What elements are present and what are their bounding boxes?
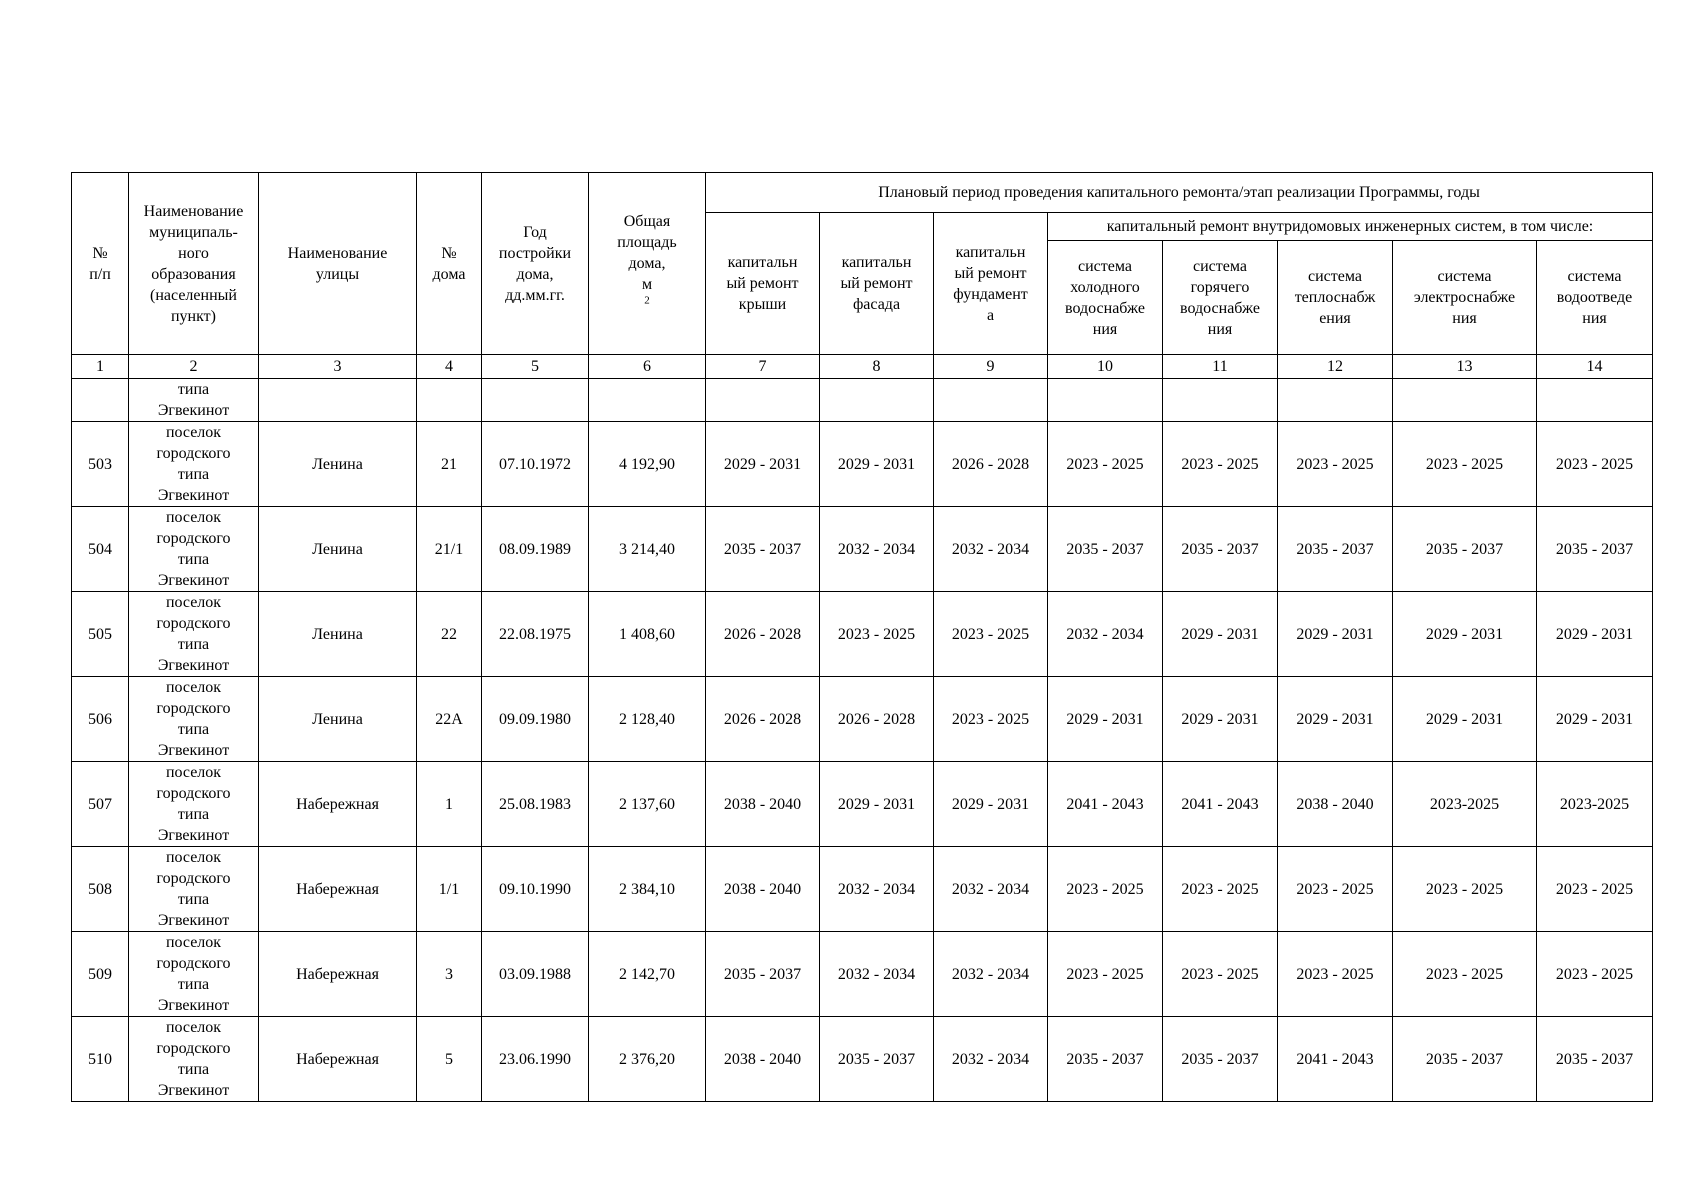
continuation-row bbox=[72, 379, 1653, 422]
sewage-cell: 2023 - 2025 bbox=[1537, 847, 1653, 932]
table-cell bbox=[259, 379, 417, 422]
table-row bbox=[72, 932, 1653, 1017]
build-date-cell: 25.08.1983 bbox=[482, 762, 589, 847]
row-number-cell: 506 bbox=[72, 677, 129, 762]
build-date-cell: 22.08.1975 bbox=[482, 592, 589, 677]
sewage-cell: 2035 - 2037 bbox=[1537, 1017, 1653, 1102]
foundation-repair-cell: 2029 - 2031 bbox=[934, 762, 1048, 847]
col-header-roof: капитальн ый ремонт крыши bbox=[706, 213, 820, 355]
area-unit-superscript: 2 bbox=[644, 294, 650, 307]
column-number-cell: 14 bbox=[1537, 355, 1653, 379]
sewage-cell: 2029 - 2031 bbox=[1537, 677, 1653, 762]
sewage-cell: 2023 - 2025 bbox=[1537, 422, 1653, 507]
foundation-repair-cell: 2032 - 2034 bbox=[934, 507, 1048, 592]
roof-repair-cell: 2026 - 2028 bbox=[706, 592, 820, 677]
electric-cell: 2035 - 2037 bbox=[1393, 1017, 1537, 1102]
cold-water-cell: 2035 - 2037 bbox=[1048, 1017, 1163, 1102]
cold-water-cell: 2023 - 2025 bbox=[1048, 847, 1163, 932]
street-cell: Ленина bbox=[259, 677, 417, 762]
col-header-facade: капитальн ый ремонт фасада bbox=[820, 213, 934, 355]
street-cell: Ленина bbox=[259, 507, 417, 592]
row-number-cell: 508 bbox=[72, 847, 129, 932]
electric-cell: 2023 - 2025 bbox=[1393, 847, 1537, 932]
area-cell: 2 376,20 bbox=[589, 1017, 706, 1102]
heating-cell: 2023 - 2025 bbox=[1278, 932, 1393, 1017]
build-date-cell: 09.10.1990 bbox=[482, 847, 589, 932]
hot-water-cell: 2035 - 2037 bbox=[1163, 1017, 1278, 1102]
roof-repair-cell: 2029 - 2031 bbox=[706, 422, 820, 507]
table-cell bbox=[589, 379, 706, 422]
table-row bbox=[72, 1017, 1653, 1102]
foundation-repair-cell: 2023 - 2025 bbox=[934, 592, 1048, 677]
location-cell: поселок городского типа Эгвекинот bbox=[129, 932, 259, 1017]
house-number-cell: 21 bbox=[417, 422, 482, 507]
hot-water-cell: 2023 - 2025 bbox=[1163, 422, 1278, 507]
table-cell bbox=[1278, 379, 1393, 422]
location-cell: поселок городского типа Эгвекинот bbox=[129, 422, 259, 507]
repair-schedule-table bbox=[71, 172, 1653, 1102]
electric-cell: 2029 - 2031 bbox=[1393, 677, 1537, 762]
row-number-cell: 507 bbox=[72, 762, 129, 847]
table-row bbox=[72, 422, 1653, 507]
roof-repair-cell: 2026 - 2028 bbox=[706, 677, 820, 762]
column-number-cell: 2 bbox=[129, 355, 259, 379]
house-number-cell: 3 bbox=[417, 932, 482, 1017]
hot-water-cell: 2023 - 2025 bbox=[1163, 847, 1278, 932]
col-header-num: № п/п bbox=[72, 173, 129, 355]
table-row bbox=[72, 847, 1653, 932]
heating-cell: 2029 - 2031 bbox=[1278, 677, 1393, 762]
street-cell: Набережная bbox=[259, 847, 417, 932]
electric-cell: 2029 - 2031 bbox=[1393, 592, 1537, 677]
street-cell: Набережная bbox=[259, 762, 417, 847]
house-number-cell: 1/1 bbox=[417, 847, 482, 932]
location-cell: поселок городского типа Эгвекинот bbox=[129, 762, 259, 847]
sewage-cell: 2029 - 2031 bbox=[1537, 592, 1653, 677]
area-cell: 4 192,90 bbox=[589, 422, 706, 507]
column-number-cell: 6 bbox=[589, 355, 706, 379]
heating-cell: 2035 - 2037 bbox=[1278, 507, 1393, 592]
foundation-repair-cell: 2023 - 2025 bbox=[934, 677, 1048, 762]
table-cell bbox=[1537, 379, 1653, 422]
column-number-cell: 13 bbox=[1393, 355, 1537, 379]
col-header-heating: система теплоснабж ения bbox=[1278, 241, 1393, 355]
col-header-house: № дома bbox=[417, 173, 482, 355]
build-date-cell: 09.09.1980 bbox=[482, 677, 589, 762]
cold-water-cell: 2032 - 2034 bbox=[1048, 592, 1163, 677]
foundation-repair-cell: 2032 - 2034 bbox=[934, 932, 1048, 1017]
build-date-cell: 07.10.1972 bbox=[482, 422, 589, 507]
electric-cell: 2023 - 2025 bbox=[1393, 932, 1537, 1017]
facade-repair-cell: 2026 - 2028 bbox=[820, 677, 934, 762]
table-row bbox=[72, 592, 1653, 677]
col-header-engineering: капитальный ремонт внутридомовых инженерных систем, в том числе: bbox=[1048, 213, 1653, 241]
area-cell: 2 137,60 bbox=[589, 762, 706, 847]
col-header-sewage: система водоотведе ния bbox=[1537, 241, 1653, 355]
col-header-cold-water: система холодного водоснабже ния bbox=[1048, 241, 1163, 355]
area-cell: 3 214,40 bbox=[589, 507, 706, 592]
heating-cell: 2041 - 2043 bbox=[1278, 1017, 1393, 1102]
table-cell bbox=[1048, 379, 1163, 422]
row-number-cell: 510 bbox=[72, 1017, 129, 1102]
location-cell: поселок городского типа Эгвекинот bbox=[129, 1017, 259, 1102]
hot-water-cell: 2035 - 2037 bbox=[1163, 507, 1278, 592]
row-number-cell: 504 bbox=[72, 507, 129, 592]
col-header-municipality: Наименование муниципаль- ного образования (населенный пункт) bbox=[129, 173, 259, 355]
cold-water-cell: 2029 - 2031 bbox=[1048, 677, 1163, 762]
sewage-cell: 2023 - 2025 bbox=[1537, 932, 1653, 1017]
table-cell bbox=[482, 379, 589, 422]
row-number-cell: 503 bbox=[72, 422, 129, 507]
col-header-year: Год постройки дома, дд.мм.гг. bbox=[482, 173, 589, 355]
area-cell: 2 128,40 bbox=[589, 677, 706, 762]
table-row bbox=[72, 507, 1653, 592]
street-cell: Набережная bbox=[259, 1017, 417, 1102]
build-date-cell: 08.09.1989 bbox=[482, 507, 589, 592]
column-number-cell: 11 bbox=[1163, 355, 1278, 379]
roof-repair-cell: 2038 - 2040 bbox=[706, 762, 820, 847]
sewage-cell: 2035 - 2037 bbox=[1537, 507, 1653, 592]
foundation-repair-cell: 2032 - 2034 bbox=[934, 847, 1048, 932]
build-date-cell: 03.09.1988 bbox=[482, 932, 589, 1017]
hot-water-cell: 2023 - 2025 bbox=[1163, 932, 1278, 1017]
street-cell: Ленина bbox=[259, 422, 417, 507]
heating-cell: 2023 - 2025 bbox=[1278, 847, 1393, 932]
house-number-cell: 5 bbox=[417, 1017, 482, 1102]
table-row bbox=[72, 677, 1653, 762]
hot-water-cell: 2041 - 2043 bbox=[1163, 762, 1278, 847]
foundation-repair-cell: 2026 - 2028 bbox=[934, 422, 1048, 507]
column-number-row bbox=[72, 355, 1653, 379]
column-number-cell: 4 bbox=[417, 355, 482, 379]
column-number-cell: 3 bbox=[259, 355, 417, 379]
table-cell bbox=[1163, 379, 1278, 422]
heating-cell: 2023 - 2025 bbox=[1278, 422, 1393, 507]
electric-cell: 2023 - 2025 bbox=[1393, 422, 1537, 507]
table-row bbox=[72, 762, 1653, 847]
table-cell bbox=[72, 379, 129, 422]
area-cell: 2 384,10 bbox=[589, 847, 706, 932]
facade-repair-cell: 2032 - 2034 bbox=[820, 932, 934, 1017]
col-header-street: Наименование улицы bbox=[259, 173, 417, 355]
sewage-cell: 2023-2025 bbox=[1537, 762, 1653, 847]
roof-repair-cell: 2035 - 2037 bbox=[706, 932, 820, 1017]
electric-cell: 2023-2025 bbox=[1393, 762, 1537, 847]
col-header-foundation: капитальн ый ремонт фундамент а bbox=[934, 213, 1048, 355]
roof-repair-cell: 2038 - 2040 bbox=[706, 1017, 820, 1102]
table-cell bbox=[1393, 379, 1537, 422]
house-number-cell: 21/1 bbox=[417, 507, 482, 592]
street-cell: Ленина bbox=[259, 592, 417, 677]
column-number-cell: 1 bbox=[72, 355, 129, 379]
col-header-area: Общая площадь дома, м $^2$ bbox=[589, 173, 706, 355]
house-number-cell: 22 bbox=[417, 592, 482, 677]
column-number-cell: 9 bbox=[934, 355, 1048, 379]
location-cell: поселок городского типа Эгвекинот bbox=[129, 677, 259, 762]
facade-repair-cell: 2032 - 2034 bbox=[820, 847, 934, 932]
house-number-cell: 22А bbox=[417, 677, 482, 762]
house-number-cell: 1 bbox=[417, 762, 482, 847]
facade-repair-cell: 2029 - 2031 bbox=[820, 762, 934, 847]
row-number-cell: 505 bbox=[72, 592, 129, 677]
build-date-cell: 23.06.1990 bbox=[482, 1017, 589, 1102]
cold-water-cell: 2023 - 2025 bbox=[1048, 422, 1163, 507]
table-cell bbox=[820, 379, 934, 422]
column-number-cell: 8 bbox=[820, 355, 934, 379]
table-cell bbox=[417, 379, 482, 422]
cold-water-cell: 2041 - 2043 bbox=[1048, 762, 1163, 847]
location-cell: типа Эгвекинот bbox=[129, 379, 259, 422]
roof-repair-cell: 2038 - 2040 bbox=[706, 847, 820, 932]
column-number-cell: 5 bbox=[482, 355, 589, 379]
location-cell: поселок городского типа Эгвекинот bbox=[129, 507, 259, 592]
location-cell: поселок городского типа Эгвекинот bbox=[129, 592, 259, 677]
street-cell: Набережная bbox=[259, 932, 417, 1017]
foundation-repair-cell: 2032 - 2034 bbox=[934, 1017, 1048, 1102]
facade-repair-cell: 2032 - 2034 bbox=[820, 507, 934, 592]
col-header-electric: система электроснабже ния bbox=[1393, 241, 1537, 355]
facade-repair-cell: 2035 - 2037 bbox=[820, 1017, 934, 1102]
cold-water-cell: 2023 - 2025 bbox=[1048, 932, 1163, 1017]
roof-repair-cell: 2035 - 2037 bbox=[706, 507, 820, 592]
column-number-cell: 10 bbox=[1048, 355, 1163, 379]
location-cell: поселок городского типа Эгвекинот bbox=[129, 847, 259, 932]
area-cell: 2 142,70 bbox=[589, 932, 706, 1017]
facade-repair-cell: 2023 - 2025 bbox=[820, 592, 934, 677]
table-cell bbox=[706, 379, 820, 422]
col-header-period: Плановый период проведения капитального ремонта/этап реализации Программы, годы bbox=[706, 173, 1653, 213]
col-header-hot-water: система горячего водоснабже ния bbox=[1163, 241, 1278, 355]
electric-cell: 2035 - 2037 bbox=[1393, 507, 1537, 592]
area-cell: 1 408,60 bbox=[589, 592, 706, 677]
heating-cell: 2029 - 2031 bbox=[1278, 592, 1393, 677]
row-number-cell: 509 bbox=[72, 932, 129, 1017]
column-number-cell: 12 bbox=[1278, 355, 1393, 379]
heating-cell: 2038 - 2040 bbox=[1278, 762, 1393, 847]
hot-water-cell: 2029 - 2031 bbox=[1163, 592, 1278, 677]
cold-water-cell: 2035 - 2037 bbox=[1048, 507, 1163, 592]
table-cell bbox=[934, 379, 1048, 422]
column-number-cell: 7 bbox=[706, 355, 820, 379]
hot-water-cell: 2029 - 2031 bbox=[1163, 677, 1278, 762]
facade-repair-cell: 2029 - 2031 bbox=[820, 422, 934, 507]
